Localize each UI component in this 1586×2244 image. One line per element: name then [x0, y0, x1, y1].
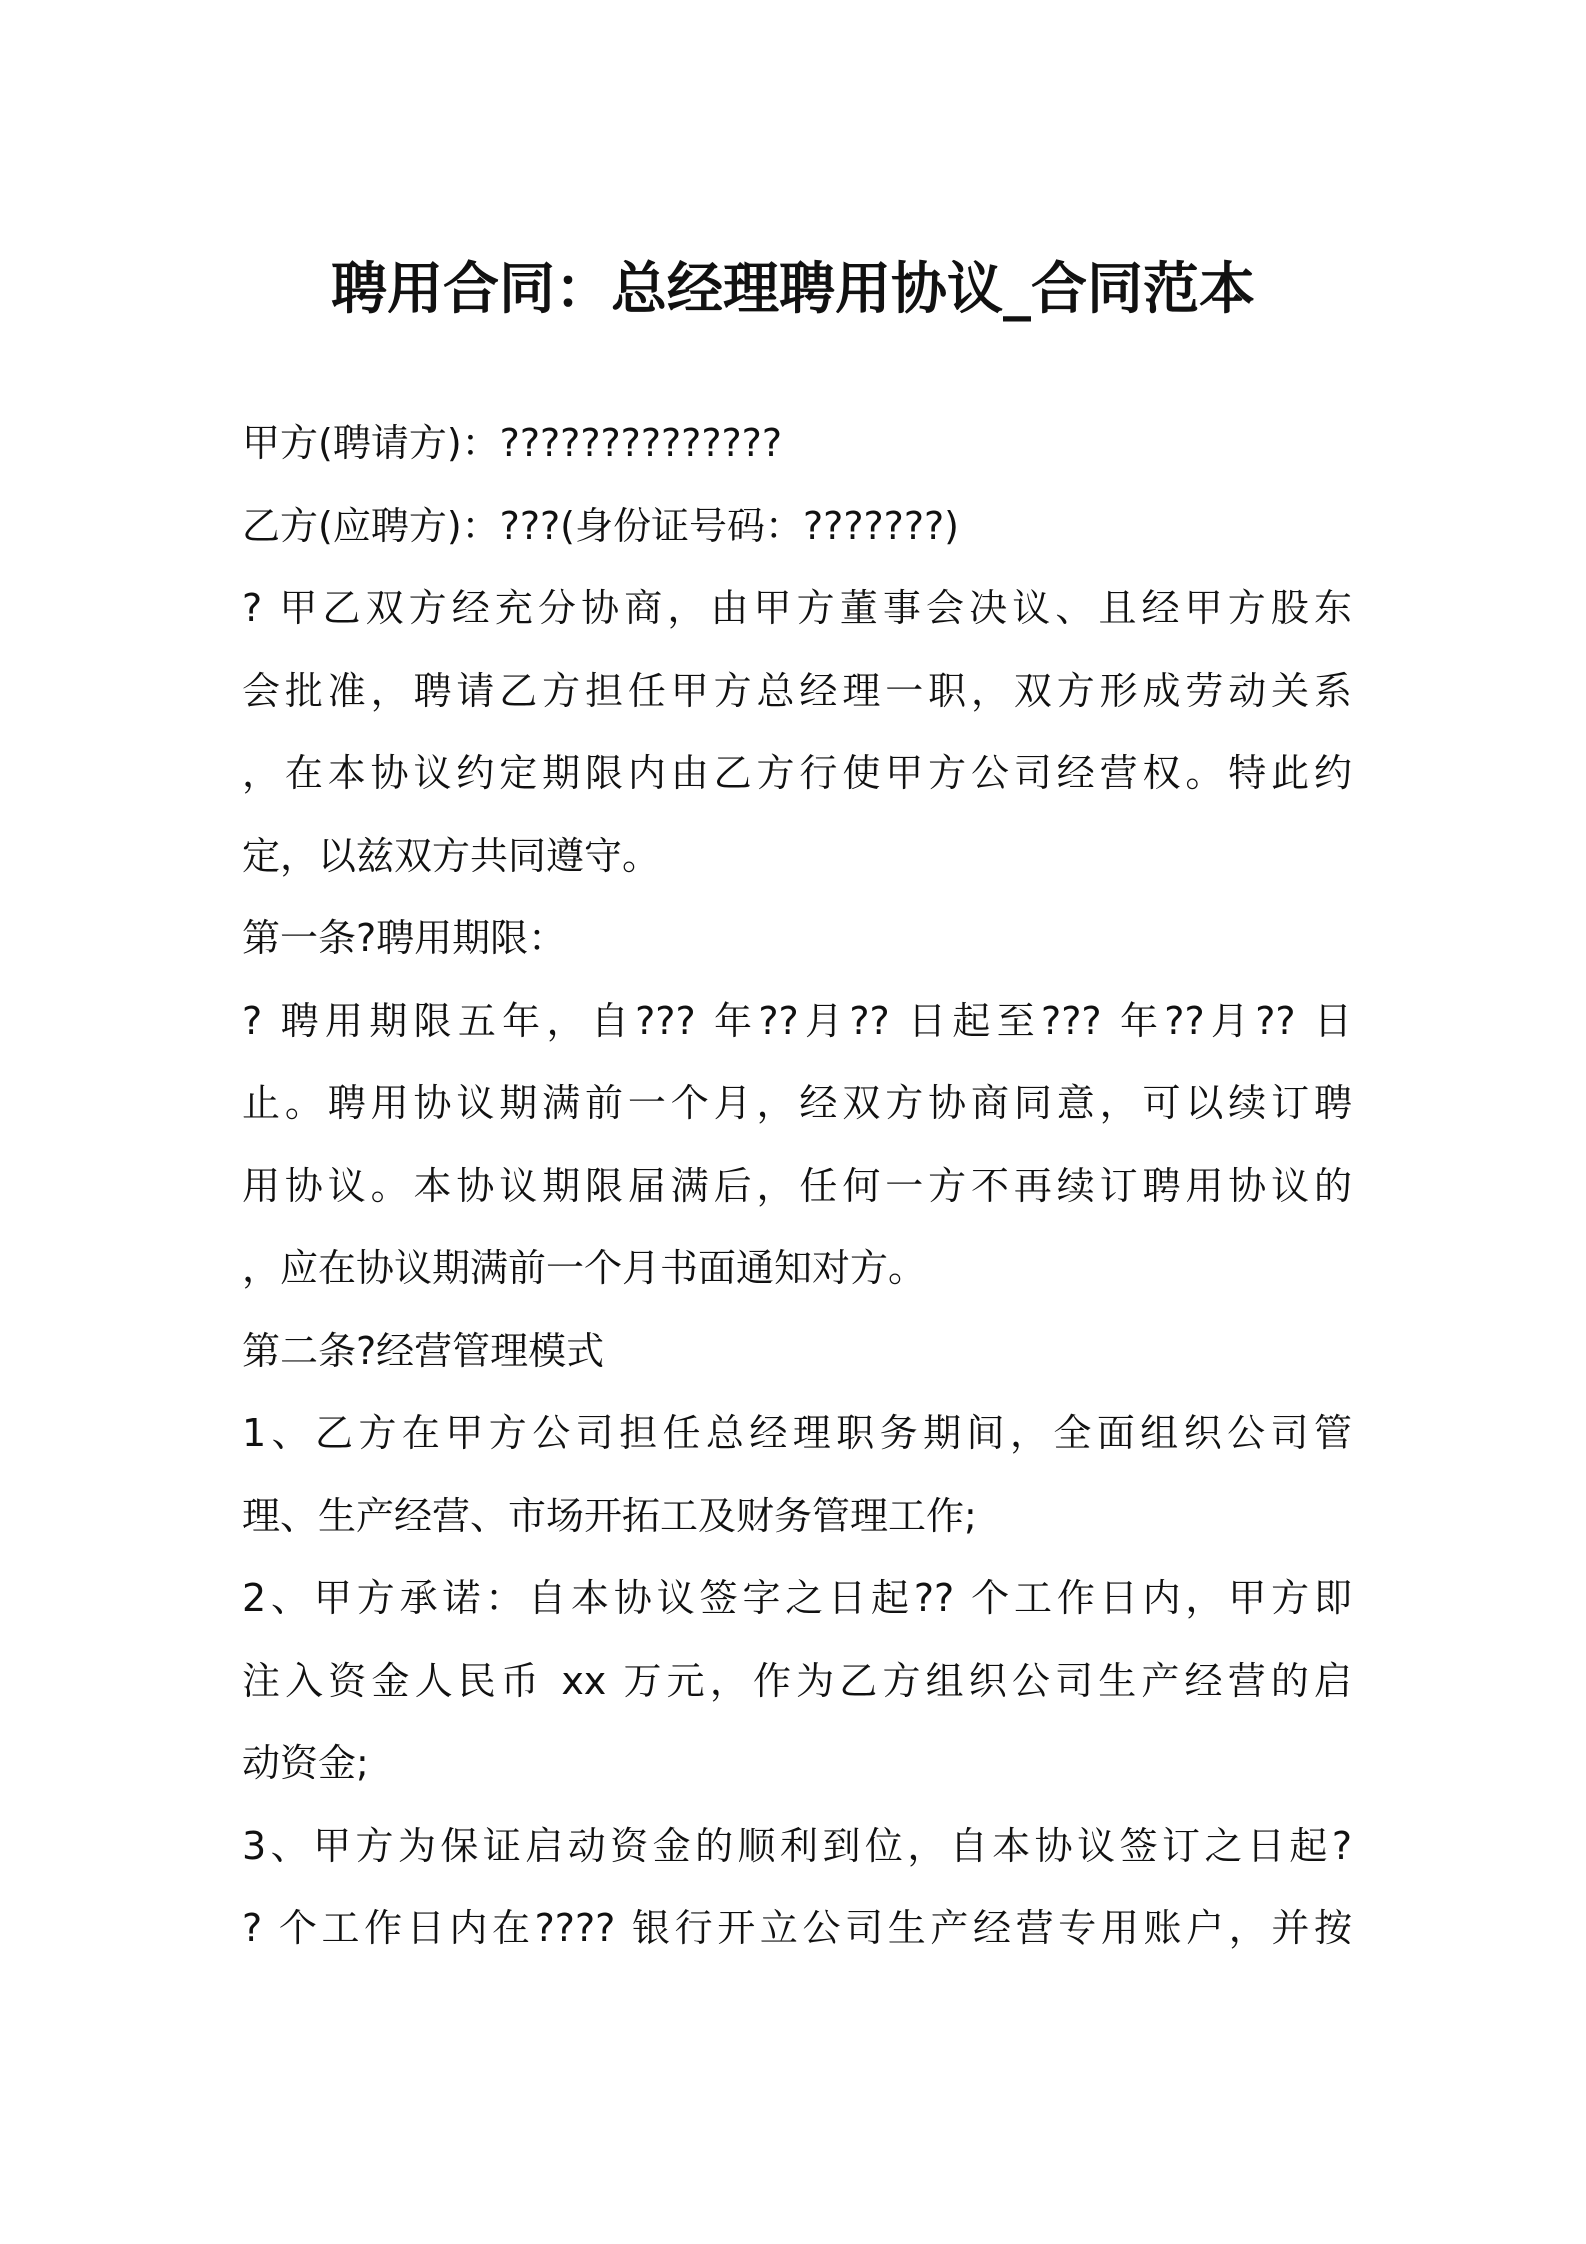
article-2-heading: 第二条?经营管理模式: [242, 1328, 605, 1373]
article-2-item-2-line-1: 2、甲方承诺：自本协议签字之日起?? 个工作日内，甲方即: [242, 1576, 1352, 1620]
article-1-line-1: ? 聘用期限五年，自??? 年??月?? 日起至??? 年??月?? 日: [242, 998, 1352, 1043]
article-2-item-1-line-2: 理、生产经营、市场开拓工及财务管理工作;: [242, 1493, 977, 1538]
document-title: 聘用合同：总经理聘用协议_合同范本: [331, 257, 1255, 322]
article-2-item-2-line-3: 动资金;: [242, 1741, 369, 1785]
document-body: [242, 402, 1352, 1970]
article-1-heading: 第一条?聘用期限：: [242, 916, 567, 960]
article-2-item-1-line-1: 1、乙方在甲方公司担任总经理职务期间，全面组织公司管: [242, 1411, 1352, 1455]
article-2-item-3-line-2: ? 个工作日内在???? 银行开立公司生产经营专用账户，并按: [242, 1906, 1352, 1950]
article-2-item-3-line-1: 3、甲方为保证启动资金的顺利到位，自本协议签订之日起?: [242, 1823, 1352, 1868]
preamble-line-2: 会批准，聘请乙方担任甲方总经理一职，双方形成劳动关系: [242, 668, 1352, 713]
party-a-line: 甲方(聘请方)：??????????????: [242, 421, 783, 465]
preamble-line-4: 定，以兹双方共同遵守。: [242, 833, 661, 878]
preamble-line-3: ，在本协议约定期限内由乙方行使甲方公司经营权。特此约: [242, 751, 1352, 795]
party-b-line: 乙方(应聘方)：???(身份证号码：???????): [242, 503, 959, 548]
preamble-line-1: ? 甲乙双方经充分协商，由甲方董事会决议、且经甲方股东: [242, 586, 1352, 630]
article-2-item-2-line-2: 注入资金人民币 xx 万元，作为乙方组织公司生产经营的启: [242, 1658, 1352, 1703]
article-1-line-3: 用协议。本协议期限届满后，任何一方不再续订聘用协议的: [242, 1163, 1352, 1208]
article-1-line-4: ，应在协议期满前一个月书面通知对方。: [242, 1246, 927, 1290]
article-1-line-2: 止。聘用协议期满前一个月，经双方协商同意，可以续订聘: [242, 1081, 1352, 1125]
